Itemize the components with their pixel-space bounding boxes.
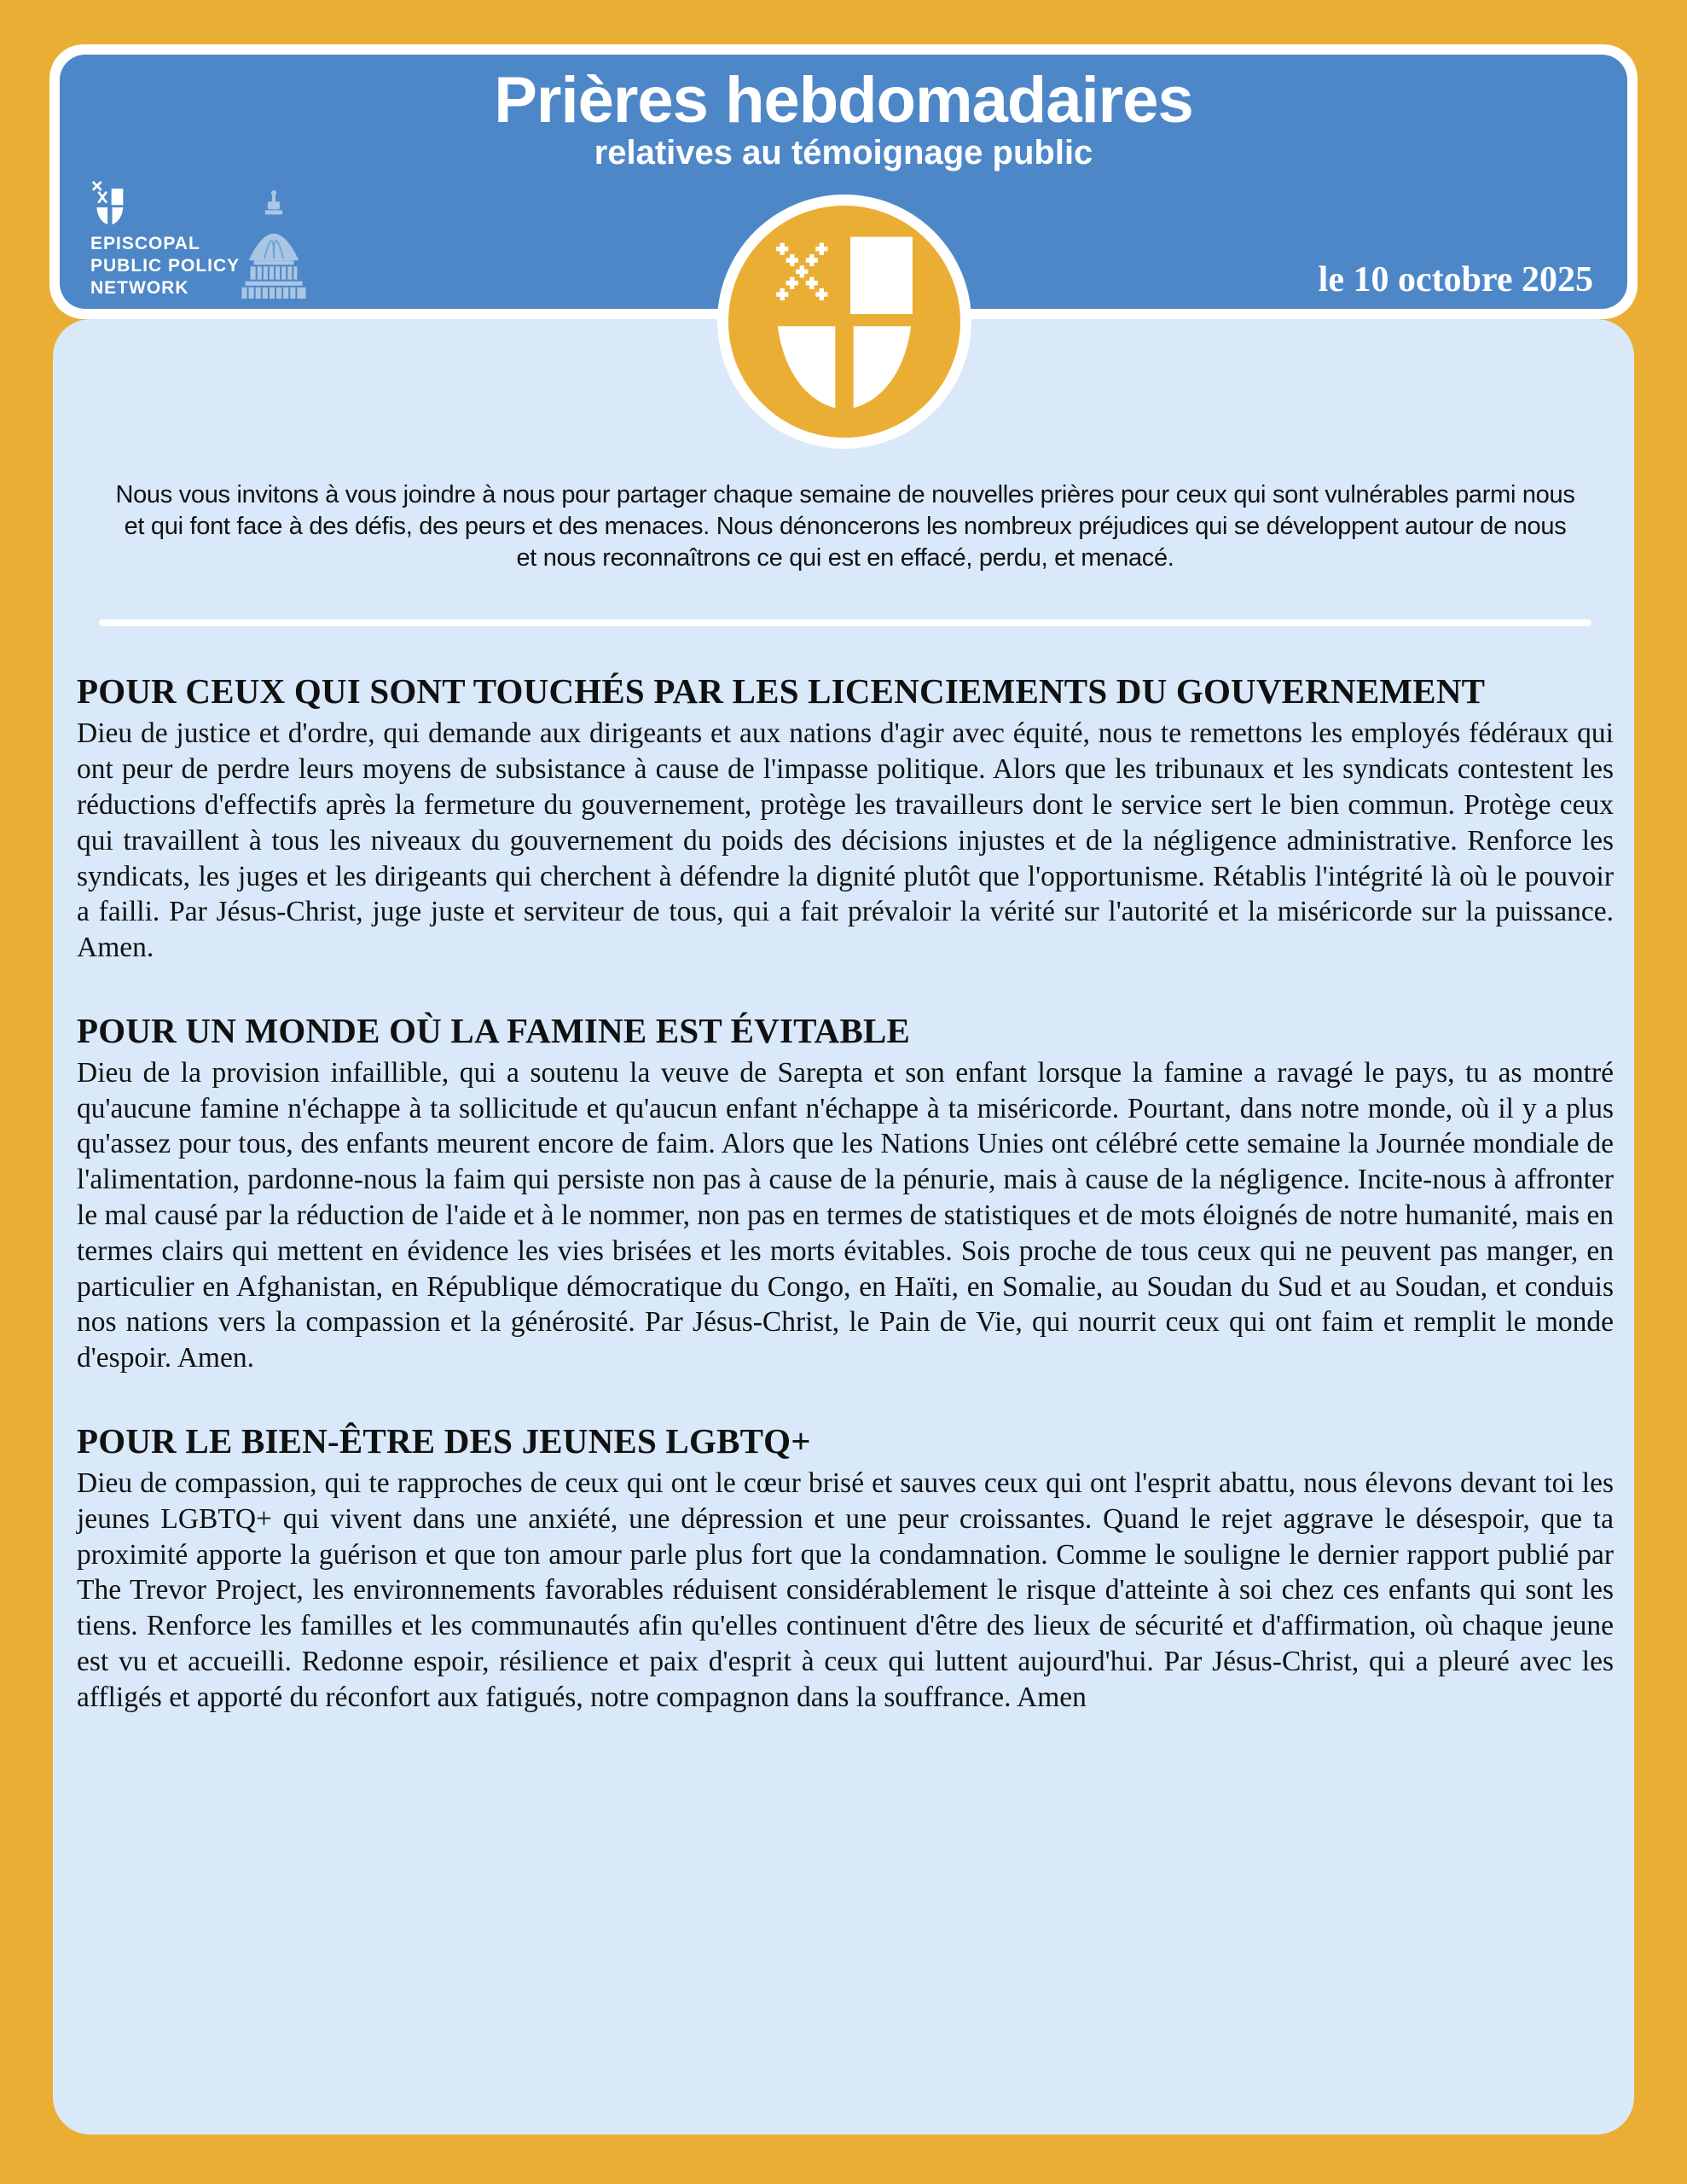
org-name-line1: EPISCOPAL — [90, 234, 200, 253]
org-name-line3: NETWORK — [90, 278, 189, 298]
section-body: Dieu de justice et d'ordre, qui demande aux dirigeants et aux nations d'agir avec équité, nous te remettons les employés fédéraux qui ont peur de perdre leurs moyens de subsistance à cause de l'impasse politique. Alors que les tribunaux et les syndicats contestent les réductions d'effectifs après la fermeture du gouvernement, protège les travailleurs dont le service sert le bien commun. Protège ceux qui travaillent à tous les niveaux du gouvernement du poids des décisions injustes et de la négligence administrative. Renforce les syndicats, les juges et les dirigeants qui cherchent à défendre la dignité plutôt que l'opportunisme. Rétablis l'intégrité là où le pouvoir a failli. Par Jésus-Christ, juge juste et serviteur de tous, qui a fait prévaloir la vérité sur l'autorité et la miséricorde sur la puissance. Amen. — [77, 717, 1614, 964]
content-panel — [53, 319, 1634, 2135]
prayer-section-famine — [77, 1012, 1614, 1376]
section-heading: POUR UN MONDE OÙ LA FAMINE EST ÉVITABLE — [77, 1010, 911, 1050]
prayer-section-government-layoffs — [77, 672, 1614, 965]
prayer-section-lgbtq-youth — [77, 1422, 1614, 1715]
section-body: Dieu de compassion, qui te rapproches de ceux qui ont le cœur brisé et sauves ceux qui ont l'esprit abattu, nous élevons devant toi les jeunes LGBTQ+ qui vivent dans une anxiété, une dépression et une peur croissantes. Quand le rejet aggrave le désespoir, que ta proximité apporte la guérison et que ton amour parle plus fort que la condamnation. Comme le souligne le dernier rapport publié par The Trevor Project, les environnements favorables réduisent considérablement le risque d'atteinte à soi chez ces enfants qui sont les tiens. Renforce les familles et les communautés afin qu'elles continuent d'être des lieux de sécurité et d'affirmation, où chaque jeune est vu et accueilli. Redonne espoir, résilience et paix d'esprit à ceux qui luttent aujourd'hui. Par Jésus-Christ, qui a pleuré avec les affligés et apporté du réconfort aux fatigués, notre compagnon dans la souffrance. Amen — [77, 1467, 1614, 1713]
eppn-logo — [90, 181, 240, 299]
episcopal-shield-icon — [90, 181, 126, 226]
section-heading: POUR LE BIEN-ÊTRE DES JEUNES LGBTQ+ — [77, 1421, 811, 1461]
section-body: Dieu de la provision infaillible, qui a soutenu la veuve de Sarepta et son enfant lorsque la famine a ravagé le pays, tu as montré qu'aucune famine n'échappe à ta sollicitude et qu'aucun enfant n'échappe à ta miséricorde. Pourtant, dans notre monde, où il y a plus qu'assez pour tous, des enfants meurent encore de faim. Alors que les Nations Unies ont célébré cette semaine la Journée mondiale de l'alimentation, pardonne-nous la faim qui persiste non pas à cause de la pénurie, mais à cause de la négligence. Incite-nous à affronter le mal causé par la réduction de l'aide et à le nommer, non pas en termes de statistiques et de mots éloignés de notre humanité, mais en termes clairs qui mettent en évidence les vies brisées et les morts évitables. Sois proche de tous ceux qui ne peuvent pas manger, en particulier en Afghanistan, en République démocratique du Congo, en Haïti, en Somalie, au Soudan du Sud et au Soudan, et conduis nos nations vers la compassion et la générosité. Par Jésus-Christ, le Pain de Vie, qui nourrit ceux qui ont faim et remplit le monde d'espoir. Amen. — [77, 1056, 1614, 1374]
org-name-line2: PUBLIC POLICY — [90, 256, 241, 276]
capitol-dome-icon — [239, 189, 309, 299]
intro-text: Nous vous invitons à vous joindre à nous pour partager chaque semaine de nouvelles prières pour ceux qui sont vulnérables parmi nous et qui font face à des défis, des peurs et des menaces. Nous dénoncerons les nombreux préjudices qui se développent autour de nous et nous reconnaîtrons ce qui est en effacé, perdu, et menacé. — [115, 481, 1575, 572]
section-heading: POUR CEUX QUI SONT TOUCHÉS PAR LES LICENCIEMENTS DU GOUVERNEMENT — [77, 671, 1486, 712]
episcopal-shield-badge-icon — [768, 234, 920, 410]
section-divider — [99, 619, 1591, 626]
page-title: Prières hebdomadaires — [494, 64, 1193, 136]
page-subtitle: relatives au témoignage public — [594, 134, 1093, 171]
church-badge — [717, 195, 971, 449]
issue-date: le 10 octobre 2025 — [1318, 260, 1593, 299]
